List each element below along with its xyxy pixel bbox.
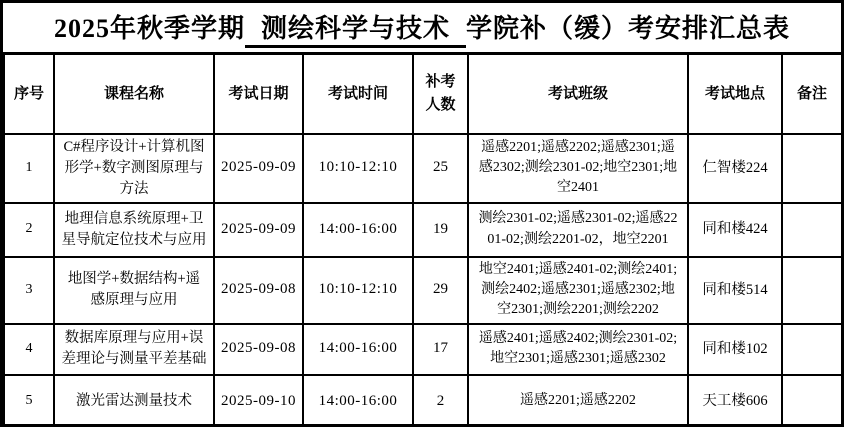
exam-classes-cell: 遥感2201;遥感2202	[468, 375, 688, 427]
makeup-count-cell: 25	[413, 134, 468, 203]
exam-classes-cell: 遥感2401;遥感2402;测绘2301-02;地空2301;遥感2301;遥感2302	[468, 324, 688, 375]
exam-time-cell: 14:00-16:00	[303, 324, 413, 375]
course-name-cell: 数据库原理与应用+误差理论与测量平差基础	[54, 324, 214, 375]
header-exam-location: 考试地点	[688, 54, 782, 134]
table-body	[4, 134, 842, 427]
row-number-cell: 4	[4, 324, 54, 375]
table-header-row	[4, 54, 842, 134]
row-number-cell: 5	[4, 375, 54, 427]
row-number-cell: 2	[4, 203, 54, 257]
header-makeup-count: 补考人数	[413, 54, 468, 134]
exam-date-cell: 2025-09-08	[214, 324, 303, 375]
exam-time-cell: 10:10-12:10	[303, 134, 413, 203]
document-title	[3, 3, 841, 52]
makeup-count-cell: 19	[413, 203, 468, 257]
remarks-cell	[782, 257, 842, 324]
remarks-cell	[782, 203, 842, 257]
exam-time-cell: 14:00-16:00	[303, 375, 413, 427]
remarks-cell	[782, 134, 842, 203]
exam-classes-cell: 遥感2201;遥感2202;遥感2301;遥感2302;测绘2301-02;地空2301;地空2401	[468, 134, 688, 203]
title-prefix: 2025年秋季学期	[53, 13, 245, 43]
header-course-name: 课程名称	[54, 54, 214, 134]
header-exam-date: 考试日期	[214, 54, 303, 134]
table-row	[4, 257, 842, 324]
table-row	[4, 203, 842, 257]
makeup-count-cell: 17	[413, 324, 468, 375]
course-name-cell: 地理信息系统原理+卫星导航定位技术与应用	[54, 203, 214, 257]
remarks-cell	[782, 324, 842, 375]
exam-date-cell: 2025-09-08	[214, 257, 303, 324]
table-row	[4, 324, 842, 375]
row-number-cell: 3	[4, 257, 54, 324]
exam-time-cell: 10:10-12:10	[303, 257, 413, 324]
exam-schedule-table	[3, 52, 843, 427]
exam-location-cell: 仁智楼224	[688, 134, 782, 203]
exam-location-cell: 同和楼424	[688, 203, 782, 257]
remarks-cell	[782, 375, 842, 427]
course-name-cell: 激光雷达测量技术	[54, 375, 214, 427]
header-row-number: 序号	[4, 54, 54, 134]
course-name-cell: 地图学+数据结构+遥感原理与应用	[54, 257, 214, 324]
exam-location-cell: 同和楼102	[688, 324, 782, 375]
course-name-cell: C#程序设计+计算机图形学+数字测图原理与方法	[54, 134, 214, 203]
document-title-text	[54, 8, 790, 48]
title-college-underlined: 测绘科学与技术	[245, 8, 466, 48]
exam-date-cell: 2025-09-09	[214, 203, 303, 257]
exam-classes-cell: 测绘2301-02;遥感2301-02;遥感2201-02;测绘2201-02，地空2201	[468, 203, 688, 257]
makeup-count-cell: 29	[413, 257, 468, 324]
header-exam-classes: 考试班级	[468, 54, 688, 134]
header-remarks: 备注	[782, 54, 842, 134]
table-row	[4, 375, 842, 427]
table-row	[4, 134, 842, 203]
title-suffix: 学院补（缓）考安排汇总表	[466, 13, 791, 43]
exam-location-cell: 同和楼514	[688, 257, 782, 324]
header-exam-time: 考试时间	[303, 54, 413, 134]
makeup-count-cell: 2	[413, 375, 468, 427]
exam-classes-cell: 地空2401;遥感2401-02;测绘2401;测绘2402;遥感2301;遥感2302;地空2301;测绘2201;测绘2202	[468, 257, 688, 324]
exam-date-cell: 2025-09-09	[214, 134, 303, 203]
row-number-cell: 1	[4, 134, 54, 203]
exam-location-cell: 天工楼606	[688, 375, 782, 427]
exam-time-cell: 14:00-16:00	[303, 203, 413, 257]
exam-date-cell: 2025-09-10	[214, 375, 303, 427]
